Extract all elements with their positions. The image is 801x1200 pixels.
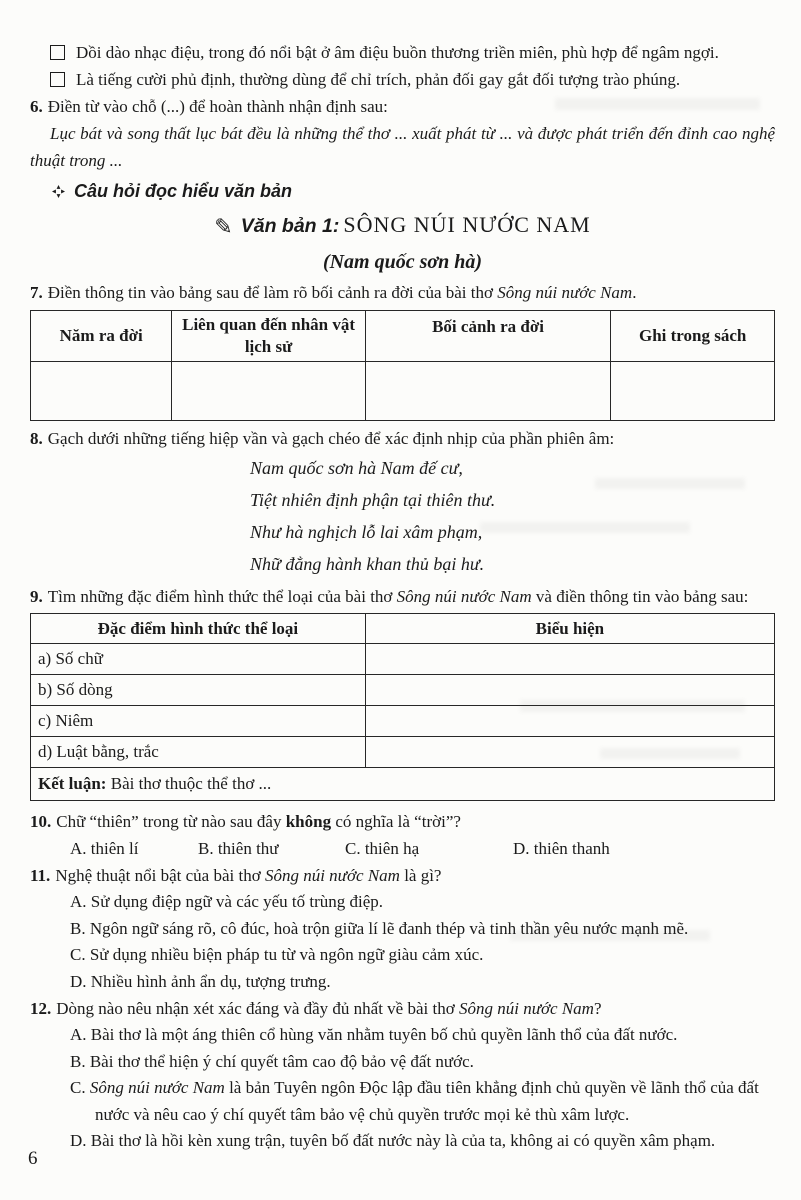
question-prompt-end: và điền thông tin vào bảng sau: (531, 587, 749, 606)
question-6-quote: Lục bát và song thất lục bát đều là những thể thơ ... xuất phát từ ... và được phát triển đến đỉnh cao nghệ thuật trong ... (30, 124, 775, 170)
pencil-icon: ✎ (214, 215, 233, 240)
poem-title-italic: Sông núi nước Nam (458, 999, 594, 1018)
empty-fill-cell[interactable] (365, 644, 774, 675)
table-header-row (31, 614, 775, 644)
table-row (31, 644, 775, 675)
table-header-cell: Biểu hiện (365, 614, 774, 644)
document-label: Văn bản 1: (240, 215, 340, 237)
question-prompt-end: ? (593, 999, 602, 1018)
checkbox-square-icon[interactable] (50, 72, 65, 87)
question-10-options (70, 835, 775, 862)
four-petal-asterisk-icon (52, 185, 65, 198)
context-table (30, 310, 775, 421)
question-8 (30, 426, 775, 452)
empty-fill-cell[interactable] (365, 362, 611, 421)
section-heading (52, 179, 775, 203)
question-prompt: Chữ “thiên” trong từ nào sau đây (56, 812, 286, 831)
option-c[interactable]: C. Sử dụng nhiều biện pháp tu từ và ngôn ngữ giàu cảm xúc. (70, 945, 484, 964)
poem-line: Tiệt nhiên định phận tại thiên thư. (250, 490, 496, 510)
form-features-table (30, 613, 775, 801)
table-row (31, 675, 775, 706)
option-a[interactable]: A. Bài thơ là một áng thiên cổ hùng văn nhằm tuyên bố chủ quyền lãnh thổ của đất nước. (70, 1025, 678, 1044)
option-a[interactable]: A. Sử dụng điệp ngữ và các yếu tố trùng điệp. (70, 892, 384, 911)
option-b[interactable]: B. Ngôn ngữ sáng rõ, cô đúc, hoà trộn giữa lí lẽ đanh thép và tinh thần yêu nước mạnh mẽ. (70, 918, 689, 938)
question-number: 7. (30, 283, 43, 302)
table-row (31, 706, 775, 737)
empty-fill-cell[interactable] (611, 362, 775, 421)
poem-title-italic: Sông núi nước Nam (396, 587, 532, 606)
question-6 (30, 94, 775, 120)
page-number: 6 (28, 1148, 38, 1169)
question-prompt: Điền từ vào chỗ (...) để hoàn thành nhận định sau: (47, 97, 388, 116)
empty-fill-cell[interactable] (365, 675, 774, 706)
poem-title-italic: Sông núi nước Nam (264, 866, 400, 885)
option-a[interactable]: A. thiên lí (70, 839, 139, 858)
question-7 (30, 280, 775, 306)
bold-word: không (285, 812, 332, 831)
feature-label-cell: a) Số chữ (31, 644, 366, 675)
table-header-cell: Bối cảnh ra đời (365, 311, 611, 362)
option-d[interactable]: D. Nhiều hình ảnh ẩn dụ, tượng trưng. (70, 971, 331, 991)
question-number: 9. (30, 587, 43, 606)
question-11 (30, 863, 775, 889)
checkbox-item-text: Là tiếng cười phủ định, thường dùng để chỉ trích, phản đối gay gắt đối tượng trào phúng. (76, 70, 681, 89)
poem-line: Nhữ đẳng hành khan thủ bại hư. (250, 554, 485, 574)
option-c[interactable]: C. thiên hạ (345, 839, 420, 858)
table-header-cell: Năm ra đời (31, 311, 172, 362)
checkbox-item (30, 67, 775, 93)
conclusion-text: Bài thơ thuộc thể thơ ... (106, 774, 272, 793)
poem-transliteration (250, 452, 775, 580)
question-prompt: Nghệ thuật nổi bật của bài thơ (55, 866, 265, 885)
question-number: 11. (30, 866, 51, 885)
table-header-cell: Ghi trong sách (611, 311, 775, 362)
question-prompt: Tìm những đặc điểm hình thức thể loại của bài thơ (47, 587, 397, 606)
question-prompt-end: có nghĩa là “trời”? (331, 812, 461, 831)
feature-label-cell: b) Số dòng (31, 675, 366, 706)
question-12 (30, 996, 775, 1022)
conclusion-label: Kết luận: (38, 774, 107, 793)
question-10 (30, 809, 775, 835)
document-subtitle: (Nam quốc sơn hà) (322, 251, 483, 273)
option-c[interactable] (70, 1075, 775, 1128)
checkbox-item-text: Dồi dào nhạc điệu, trong đó nổi bật ở âm điệu buồn thương triền miên, phù hợp để ngâm ngợi. (76, 43, 719, 62)
poem-title-italic: Sông núi nước Nam (497, 283, 633, 302)
table-row (31, 362, 775, 421)
table-header-row (31, 311, 775, 362)
option-text: là bản Tuyên ngôn Độc lập đầu tiên khẳng định chủ quyền về lãnh thổ của đất nước và nêu cao ý chí quyết tâm bảo vệ chủ quyền trước mọi kẻ thù xâm lược. (95, 1078, 759, 1124)
question-prompt: Điền thông tin vào bảng sau để làm rõ bối cảnh ra đời của bài thơ (47, 283, 498, 302)
poem-title-italic: Sông núi nước Nam (89, 1078, 225, 1097)
poem-line: Nam quốc sơn hà Nam đế cư, (250, 458, 463, 478)
question-9 (30, 584, 775, 610)
question-number: 8. (30, 429, 43, 448)
table-header-cell: Đặc điểm hình thức thể loại (31, 614, 366, 644)
option-b[interactable]: B. thiên thư (198, 839, 279, 858)
question-prompt-end: là gì? (399, 866, 442, 885)
empty-fill-cell[interactable] (172, 362, 365, 421)
option-b[interactable]: B. Bài thơ thể hiện ý chí quyết tâm cao độ bảo vệ đất nước. (70, 1051, 474, 1071)
question-prompt: Dòng nào nêu nhận xét xác đáng và đầy đủ nhất về bài thơ (56, 999, 459, 1018)
checkbox-square-icon[interactable] (50, 45, 65, 60)
feature-label-cell: c) Niêm (31, 706, 366, 737)
document-header (30, 208, 775, 245)
option-label: C. (70, 1078, 90, 1097)
feature-label-cell: d) Luật bằng, trắc (31, 737, 366, 768)
table-header-cell: Liên quan đến nhân vật lịch sử (172, 311, 365, 362)
document-title: SÔNG NÚI NƯỚC NAM (343, 212, 591, 237)
question-prompt-end: . (632, 283, 637, 302)
option-d[interactable]: D. thiên thanh (513, 839, 610, 858)
question-number: 12. (30, 999, 52, 1018)
question-number: 10. (30, 812, 52, 831)
poem-line: Như hà nghịch lỗ lai xâm phạm, (250, 522, 483, 542)
checkbox-item (30, 40, 775, 66)
empty-fill-cell[interactable] (31, 362, 172, 421)
empty-fill-cell[interactable] (365, 737, 774, 768)
conclusion-cell (31, 768, 775, 801)
table-conclusion-row (31, 768, 775, 801)
option-d[interactable]: D. Bài thơ là hồi kèn xung trận, tuyên bố đất nước này là của ta, không ai có quyền xâm phạm. (70, 1131, 716, 1150)
table-row (31, 737, 775, 768)
section-title: Câu hỏi đọc hiểu văn bản (74, 181, 293, 201)
question-prompt: Gạch dưới những tiếng hiệp vần và gạch chéo để xác định nhịp của phần phiên âm: (47, 429, 615, 448)
empty-fill-cell[interactable] (365, 706, 774, 737)
question-number: 6. (30, 97, 43, 116)
